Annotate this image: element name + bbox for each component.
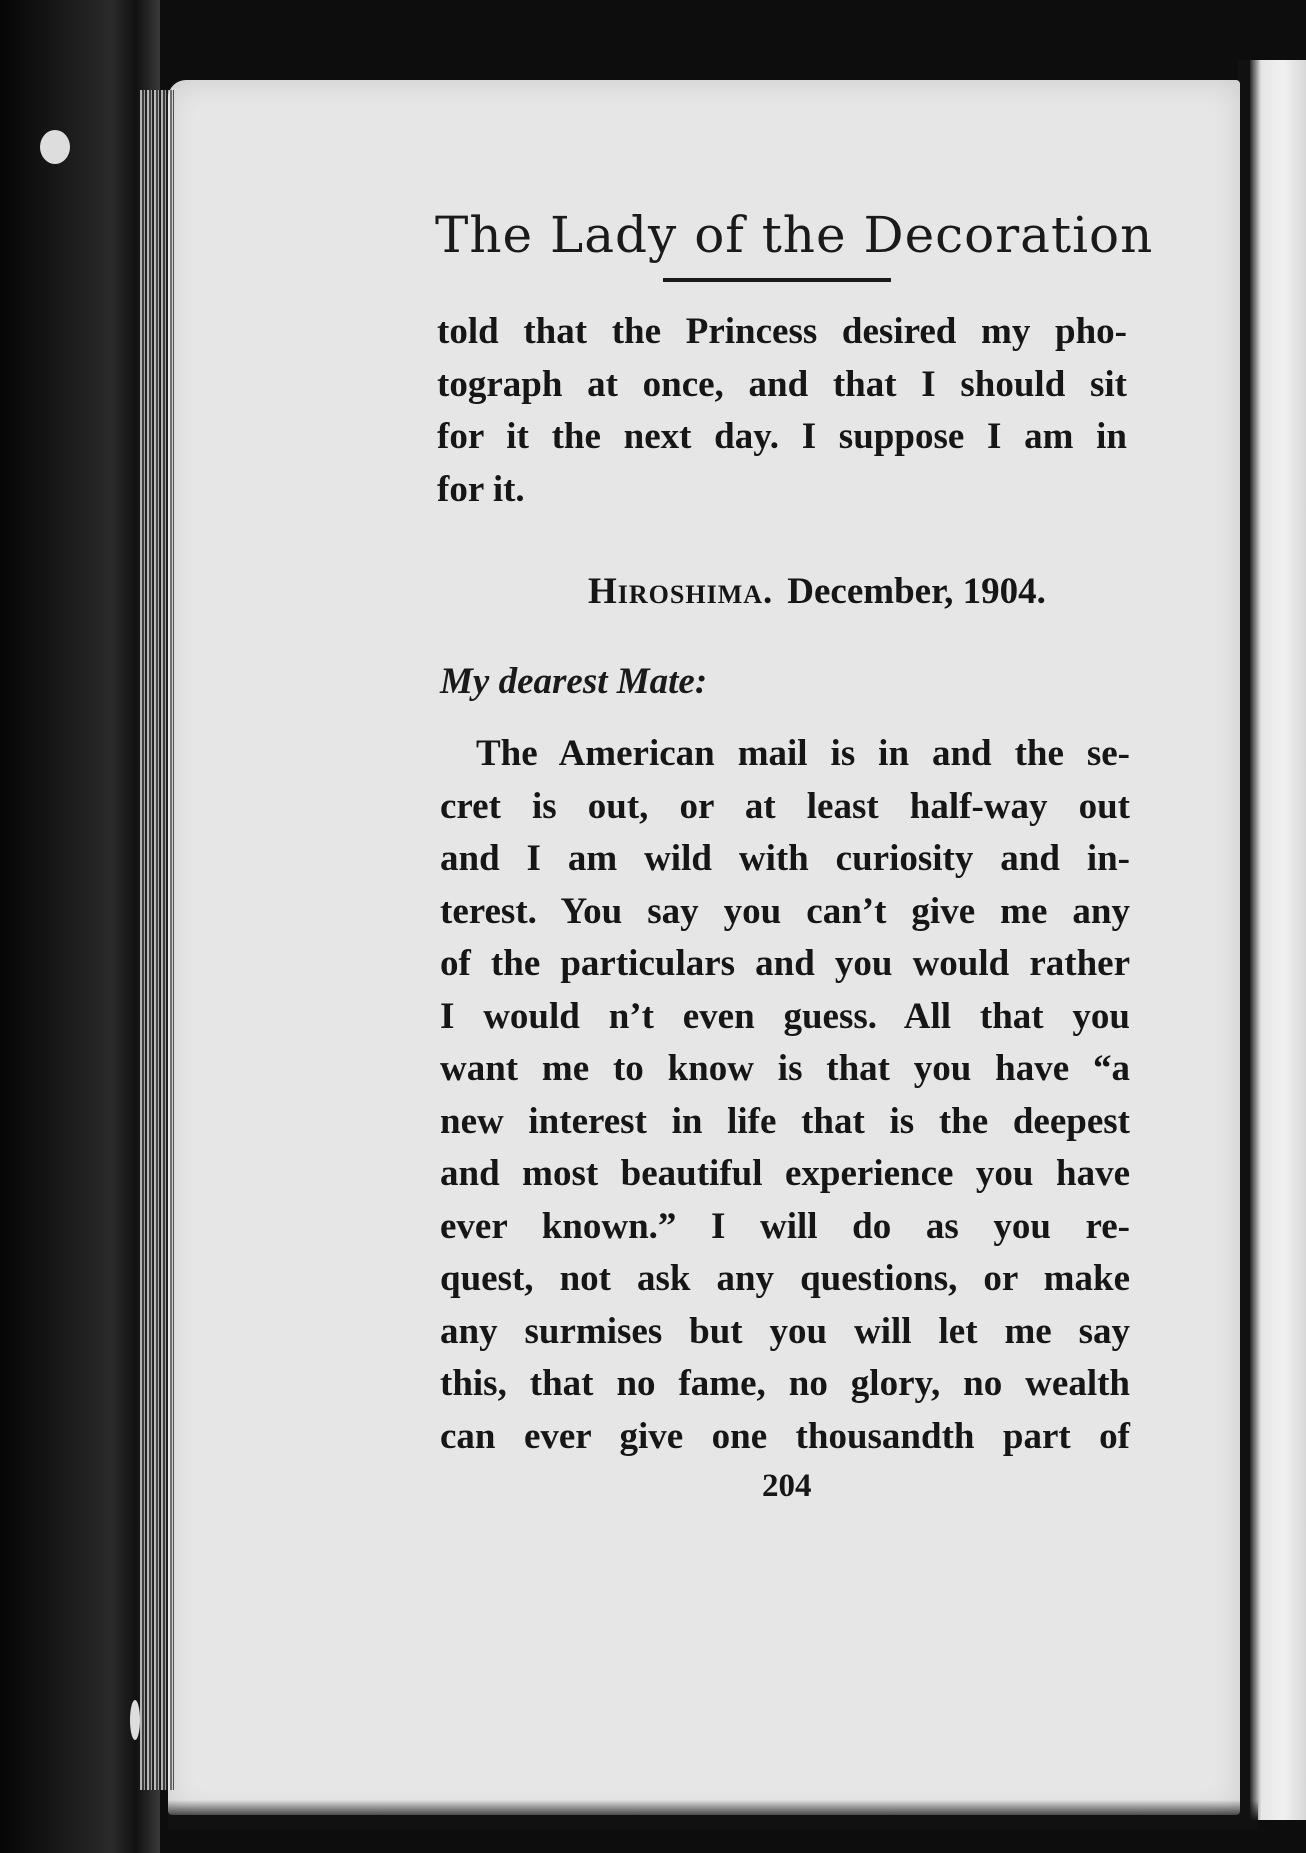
dateline-place: Hiroshima.: [588, 571, 774, 612]
text-line: can ever give one thousandth part of: [440, 1415, 1130, 1457]
text-line: and I am wild with curiosity and in-: [440, 838, 1130, 879]
dust-speck: [130, 1700, 140, 1740]
running-head-rule: [663, 278, 891, 282]
dateline-date: December, 1904.: [787, 571, 1046, 612]
text-line: The American mail is in and the se-: [476, 733, 1130, 774]
text-line: ever known.” I will do as you re-: [440, 1205, 1130, 1247]
text-line: any surmises but you will let me say: [440, 1310, 1130, 1352]
dust-speck: [40, 130, 70, 164]
text-line: new interest in life that is the deepest: [440, 1100, 1130, 1142]
text-line: cret is out, or at least half-way out: [440, 785, 1130, 827]
paragraph-continued: [437, 306, 1127, 516]
text-line: for it.: [437, 468, 525, 510]
page-number: 204: [762, 1468, 812, 1504]
text-line: told that the Princess desired my pho-: [437, 311, 1127, 352]
book-spine: [0, 0, 160, 1853]
page-bottom-shadow: [168, 1800, 1258, 1830]
page-edges: [140, 90, 174, 1790]
running-head: The Lady of the Decoration: [435, 206, 1154, 264]
text-line: of the particulars and you would rather: [440, 943, 1130, 984]
text-line: terest. You say you can’t give me any: [440, 890, 1130, 932]
letter-salutation: My dearest Mate:: [440, 661, 708, 702]
text-line: quest, not ask any questions, or make: [440, 1258, 1130, 1299]
text-line: tograph at once, and that I should sit: [437, 363, 1127, 405]
facing-page-edge: [1250, 60, 1306, 1820]
text-line: for it the next day. I suppose I am in: [437, 416, 1127, 457]
text-line: want me to know is that you have “a: [440, 1048, 1130, 1089]
letter-dateline: [588, 570, 1088, 613]
text-line: this, that no fame, no glory, no wealth: [440, 1363, 1130, 1404]
text-line: I would n’t even guess. All that you: [440, 995, 1130, 1037]
text-line: and most beautiful experience you have: [440, 1153, 1130, 1194]
letter-body-paragraph: [440, 728, 1130, 1463]
